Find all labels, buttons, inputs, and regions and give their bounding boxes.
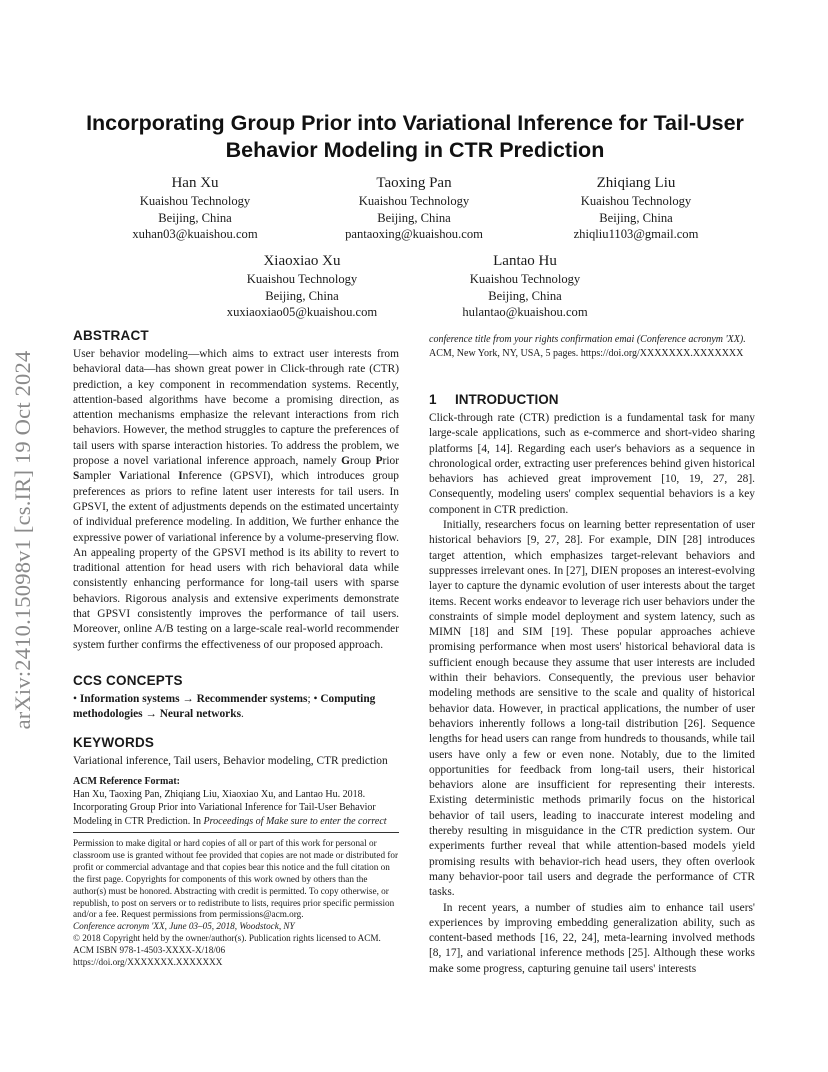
author-email[interactable]: zhiqliu1103@gmail.com — [573, 227, 699, 241]
permission-notice: Permission to make digital or hard copies of all or part of this work for personal or classroom use is granted without fee provided that copies are not made or distributed for profit or commercial advantage and that copies bear this notice and the full citation on the first page. Copyrights for components of this work owned by others than the author(s) must be honored. Abstracting with credit is permitted. To copy otherwise, or republish, to post on servers or to redistribute to lists, requires prior specific permission and/or a fee. Request permissions from permissions@acm.org. — [73, 838, 399, 920]
author-name: Zhiqiang Liu — [596, 175, 676, 191]
section-title: INTRODUCTION — [455, 392, 559, 407]
acronym-letter: S — [73, 470, 80, 483]
footnote-rule — [73, 832, 399, 833]
copyright-notice: © 2018 Copyright held by the owner/author(s). Publication rights licensed to ACM. — [73, 933, 381, 944]
keywords-text: Variational inference, Tail users, Behavior modeling, CTR prediction — [73, 755, 388, 767]
arxiv-identifier[interactable]: arXiv:2410.15098v1 [cs.IR] 19 Oct 2024 — [10, 350, 35, 730]
acronym-letter: G — [341, 455, 351, 468]
keywords-section — [73, 735, 399, 769]
separator: ; — [307, 693, 314, 705]
ccs-item-computing-methodologies: Computing methodologies → Neural networks — [73, 693, 376, 721]
author-email[interactable]: hulantao@kuaishou.com — [462, 305, 588, 319]
author-name: Lantao Hu — [493, 253, 557, 269]
abstract-text-part-1: User behavior modeling—which aims to extract user interests from behavioral data—has shown great power in Click-through rate (CTR) prediction, a key component in recommendation systems. Recently, attention-based algorithms have become a promising direction, as attention mechanisms emphasize the relevant interactions from rich behaviors. However, the method struggles to capture the preferences of tail users with sparse interaction histories. To address the problem, we propose a novel variational inference approach, namely — [73, 348, 399, 468]
author-block-1 — [105, 174, 285, 243]
author-block-4 — [212, 252, 392, 321]
acm-reference-line-2: ACM, New York, NY, USA, 5 pages. https://doi.org/XXXXXXX.XXXXXXX — [429, 348, 744, 359]
doi-link[interactable]: https://doi.org/XXXXXXX.XXXXXXX — [73, 957, 223, 968]
author-location: Beijing, China — [158, 210, 232, 225]
ccs-item-information-systems: Information systems → Recommender systems — [79, 693, 308, 705]
acm-reference-citation: Han Xu, Taoxing Pan, Zhiqiang Liu, Xiaoxiao Xu, and Lantao Hu. 2018. Incorporating Group Prior into Variational Inference for Tail-User Behavior Modeling in CTR Prediction. In — [73, 789, 376, 827]
section-number: 1 — [429, 392, 437, 407]
author-location: Beijing, China — [599, 210, 673, 225]
acronym-word: ariational — [127, 470, 179, 483]
introduction-heading — [429, 392, 755, 407]
author-block-2 — [324, 174, 504, 243]
acronym-letter: P — [375, 455, 383, 468]
bullet: • — [73, 693, 77, 705]
paper-title — [60, 110, 770, 164]
ccs-heading: CCS CONCEPTS — [73, 673, 183, 688]
author-email[interactable]: pantaoxing@kuaishou.com — [345, 227, 483, 241]
author-name: Xiaoxiao Xu — [263, 253, 341, 269]
footnote-block — [73, 838, 399, 969]
acm-reference-text — [73, 788, 399, 826]
ccs-concepts — [73, 692, 399, 723]
author-email[interactable]: xuxiaoxiao05@kuaishou.com — [226, 305, 378, 319]
title-line-1: Incorporating Group Prior into Variational Inference for Tail-User — [86, 111, 744, 135]
bullet: • — [313, 693, 318, 705]
author-email[interactable]: xuhan03@kuaishou.com — [132, 227, 258, 241]
acm-reference-heading: ACM Reference Format: — [73, 776, 180, 787]
acm-reference-venue: Proceedings of Make sure to enter the correct — [203, 815, 387, 827]
title-line-2: Behavior Modeling in CTR Prediction — [225, 138, 605, 162]
acm-reference-right-lines — [429, 333, 755, 361]
acronym-letter: I — [178, 470, 183, 483]
author-affiliation: Kuaishou Technology — [139, 194, 251, 208]
isbn: ACM ISBN 978-1-4503-XXXX-X/18/06 — [73, 945, 226, 956]
acronym-word: nference — [182, 470, 222, 483]
acronym-word: ampler — [79, 470, 119, 483]
intro-paragraph-3: In recent years, a number of studies aim to enhance tail users' experiences by improving embedding generalization ability, such as content-based methods [16, 22, 24], meta-learning involved methods [8, 17], and variational inference methods [25]. Although these works make some progress, capturing genuine tail users' interests — [429, 901, 755, 975]
author-location: Beijing, China — [377, 210, 451, 225]
author-name: Taoxing Pan — [376, 175, 452, 191]
author-affiliation: Kuaishou Technology — [469, 272, 581, 286]
author-block-3 — [546, 174, 726, 243]
author-block-5 — [435, 252, 615, 321]
intro-paragraph-2: Initially, researchers focus on learning better representation of user historical behaviors [9, 27, 28]. For example, DIN [28] introduces target attention, which emphasizes target-relevant behaviors and suppresses irrelevant ones. In [27], DIEN proposes an interest-evolving layer to capture the dynamic evolution of user interests about the target items. Recent works endeavor to leverage rich user behaviors under the constraints of simple model deployment and system latency, such as MIMN [18] and SIM [19]. These popular approaches achieve promising performance when most users' historical behavioral data is sufficient enough because they assume that user interests are included within their behaviors. Consequently, the previous user behavior modeling methods are sensitive to the scale and quality of historical behavior data. However, in practical applications, the number of user behaviors inherently follows a long-tail distribution [26]. Sequence lengths for head users can range from hundreds to thousands, while tail users have only a few or even none. Notably, due to the limited opportunities for feedback from long-tail users, their historical behaviors alone are insufficient for representing their interests. Existing deterministic methods primarily focus on the historical behavior of tail users, leading to inaccurate interest modeling and thereby resulting in misguidance in the CTR prediction system. Our experiments further reveal that while attention-based models yield promising results with behavior-rich head users, they often overlook many behavior-poor tail users and degrade the performance of CTR tasks. — [429, 519, 755, 899]
acm-reference-line-1: conference title from your rights confirmation emai (Conference acronym 'XX). — [429, 334, 746, 345]
author-location: Beijing, China — [488, 288, 562, 303]
conference-info: Conference acronym 'XX, June 03–05, 2018, Woodstock, NY — [73, 921, 295, 932]
author-name: Han Xu — [171, 175, 219, 191]
abstract-section — [73, 328, 399, 653]
acronym-word: roup — [350, 455, 376, 468]
acronym-letter: V — [118, 470, 128, 483]
author-location: Beijing, China — [265, 288, 339, 303]
introduction-section — [429, 392, 755, 977]
author-affiliation: Kuaishou Technology — [358, 194, 470, 208]
author-affiliation: Kuaishou Technology — [580, 194, 692, 208]
keywords-heading: KEYWORDS — [73, 735, 155, 750]
period: . — [241, 708, 244, 721]
acronym-word: rior — [382, 455, 399, 468]
intro-paragraph-1: Click-through rate (CTR) prediction is a fundamental task for many large-scale applications, such as e-commerce and short-video sharing platforms [4, 14]. Regarding each user's behaviors as a sequence in chronological order, extracting user preferences behind given historical behaviors has achieved great improvement [10, 19, 27, 28]. Consequently, modeling users' complex sequential behaviors is a key component in CTR prediction. — [429, 412, 755, 516]
author-affiliation: Kuaishou Technology — [246, 272, 358, 286]
abstract-text — [73, 347, 399, 653]
abstract-text-part-2: (GPSVI), which introduces group preferences as priors to refine latent user interests for tail users. In GPSVI, the extent of adjustments depends on the estimated uncertainty of individual preference modeling. In addition, We further enhance the expressive power of variational inference by a volume-preserving flow. An appealing property of the GPSVI method is its ability to revert to traditional attention for head users with rich behavioral data while consistently enhancing performance for long-tail users with sparse behaviors. Rigorous analysis and extensive experiments demonstrate that GPSVI consistently improves the performance of tail users. Moreover, online A/B testing on a large-scale real-world recommender system further confirms the effectiveness of our proposed approach. — [73, 470, 399, 651]
ccs-section — [73, 673, 399, 723]
abstract-heading: ABSTRACT — [73, 328, 149, 343]
acm-reference — [73, 775, 399, 826]
